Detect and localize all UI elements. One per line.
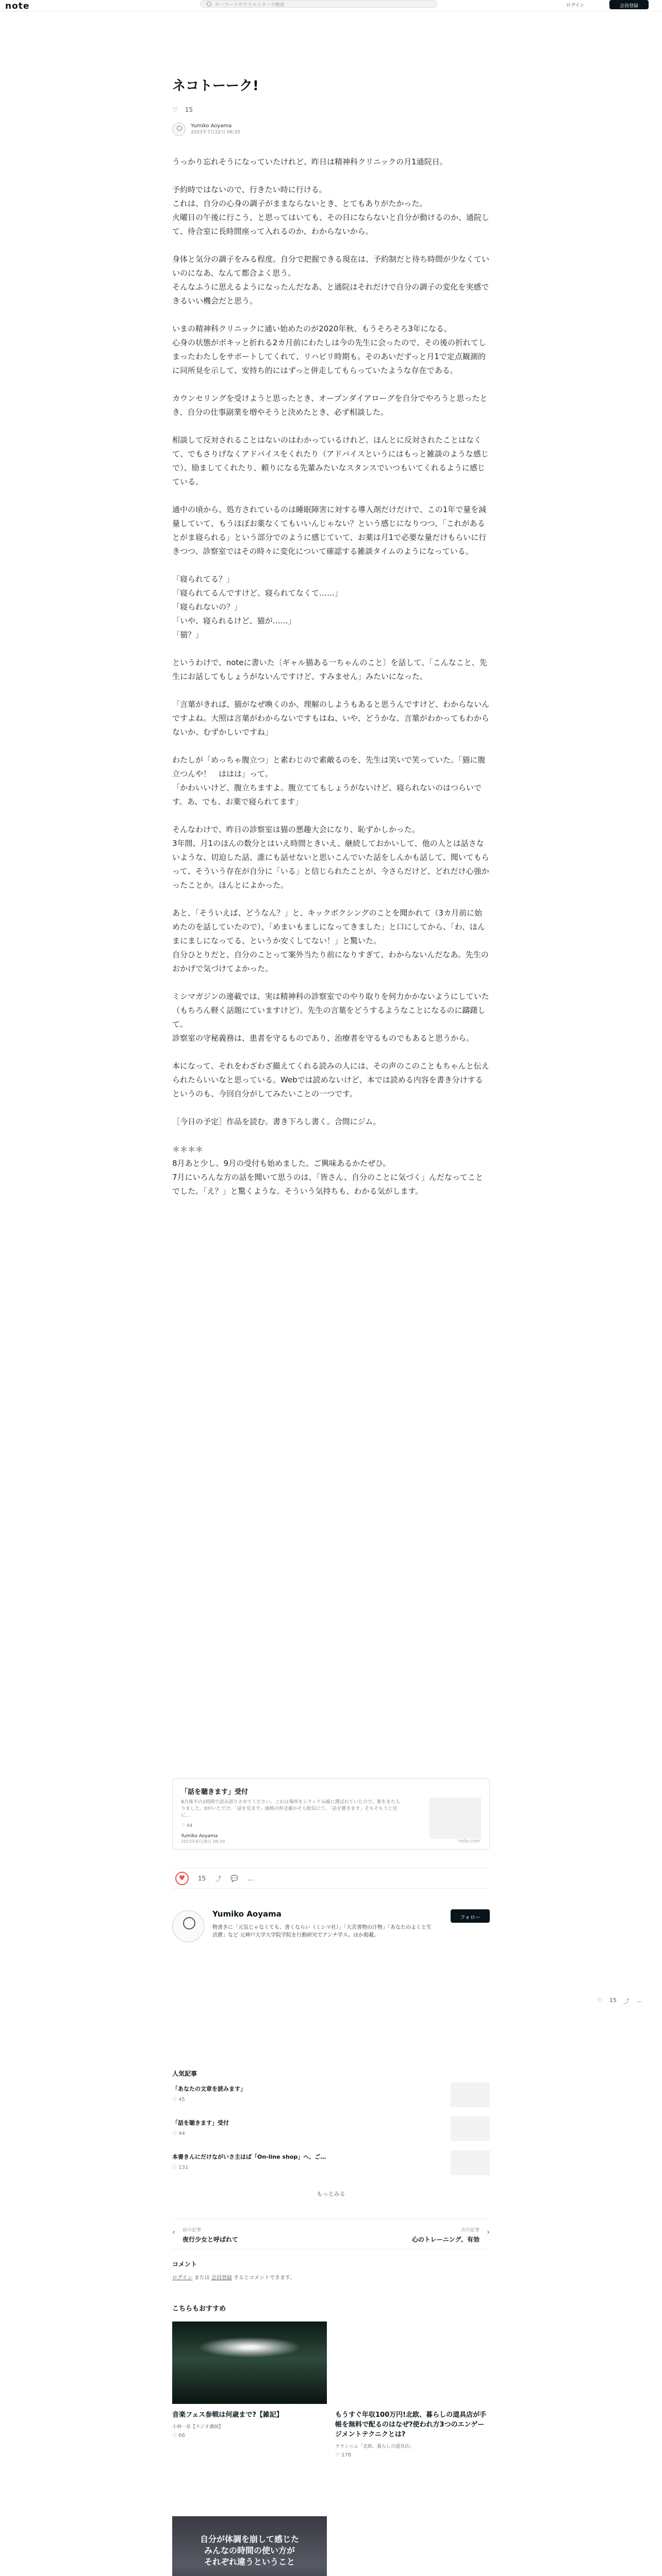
embed-date: 2023年6月28日 08:50 [181,1839,225,1844]
popular-item[interactable]: 「話を聴きます」受付 ♡ 44 [172,2116,490,2142]
paragraph: 予約時ではないので、行きたい時に行ける。 これは、自分の心身の調子がままならないとき、とてもありがたかった。 火曜日の午後に行こう、と思ってはいても、その日にならないと自分が動けるのか、通院して、待合室に長時間座って入れるのか、わからないから。 [172,185,490,236]
like-count: 15 [185,106,193,113]
profile-bio: 物書きに「元気じゃなくても、書くならい（ミシマ社）」「大苦書物の汁物」「あなたのよくと生活費」など 元神戸大学大学院学院を行動研究でアンチ学ス。ほか掲載。 [212,1925,432,1938]
more-icon[interactable]: … [636,1997,642,2004]
heart-icon[interactable]: ♡ [597,1997,602,2004]
like-button[interactable]: ♥ [175,1872,189,1885]
note-logo[interactable]: note [5,1,30,11]
chevron-right-icon[interactable]: › [487,2228,490,2236]
embed-author: Yumiko Aoyama [181,1834,218,1839]
search-icon [207,2,211,6]
popular-item[interactable]: 「あなたの文章を読みます」 ♡ 45 [172,2082,490,2108]
paragraph: 本になって、それをわざわざ撮えてくれる読みの人には、その声のこのこともちゃんと伝えられたらいいなと思っている。Webでは読めないけど、本では読める内容を書き分けするというのも、今回自分がしてみたいことの一つです。 [172,1061,489,1098]
chevron-left-icon[interactable]: ‹ [172,2228,175,2236]
popular-item[interactable]: 本書きんにだけながいさ主はば「On-line shop」へ、ご… ♡ 131 [172,2150,490,2176]
side-like-count: 15 [609,1997,617,2004]
top-header [0,0,662,11]
profile-name[interactable]: Yumiko Aoyama [212,1909,282,1919]
paragraph: 相談して反対されることはないのはわかっているけれど、ほんとに反対されたことはなくて、でもさりげなくアドバイスをくれたり（アドバイスというにはもっと雑談のような感じで）、励ましてくれたり、頼りになる先輩みたいなスタンスでいつもいてくれるように感じている。 [172,435,489,486]
comment-heading: コメント [172,2261,197,2268]
article-title: ネコトーーク! [172,78,259,94]
paragraph: カウンセリングを受けようと思ったとき、オープンダイアローグを自分でやろうと思ったとき、自分の仕事副業を増やそうと決めたとき、必ず相談した。 [172,394,488,417]
embed-card[interactable] [172,1778,490,1850]
embed-title: 「話を聴きます」受付 [181,1788,249,1796]
paragraph: うっかり忘れそうになっていたけれど、昨日は精神科クリニックの月1通院日。 [172,157,448,166]
share-icon[interactable]: ⤴ [215,1875,222,1883]
more-icon[interactable]: … [247,1875,254,1882]
paragraph: そんなわけで、昨日の診察室は猫の悪趣大会になり、恥ずかしかった。 3年間、月1のほんの数分とはいえ時間ときいえ、継続しておかいして、他の人とは話さないような、切迫した話、誰にも話せないと思いこんでいた話をしんかも話して、聞いてもらって、そういう存在が自分に「いる」と信じられたことが、今さらだけど、どれだけ心強かったことか。ほんとによかった。 [172,825,489,890]
paragraph: わたしが「めっちゃ腹立つ」と素わじので素敵るのを、先生は笑いで笑っていた。「猫に腹立つんや！ ははは」って。 「かわいいけど、腹立ちますよ。腹立ててもしょうがないけど、寝られないのはつらいです。あ、でも、お薬で寝られてます」 [172,755,486,806]
comment-prompt: ログイン または 会員登録 するとコメントできます。 [172,2275,295,2281]
author-profile [172,1909,490,1966]
paragraph: ［今日の予定］作品を読む。書き下ろし書く。合間にジム。 [172,1117,381,1126]
avatar[interactable] [172,123,186,136]
signup-link[interactable]: 会員登録 [211,2275,232,2281]
author-row [172,122,490,137]
popular-thumbnail [451,2150,490,2175]
recommend-heading: こちらもおすすめ [172,2305,226,2313]
article-body [172,155,490,1198]
paragraph: 通中の頃から、処方されているのは睡眠障害に対する導入剤だけだけで、この1年で量を減量していて、もうほぼお薬なくてもいいんじゃない？という感じになりつつ、「これがあるとがま寝られる」という部分でのように感じていて、お薬は月1で必要な量だけもらいに行きつつ、診察室ではその時々に変化について確認する雑談タイムのようになっている。 [172,505,487,556]
share-icon[interactable]: ⤴ [623,1998,630,2005]
prev-article[interactable]: 前の記事 夜行少女と呼ばれて [183,2228,239,2243]
recommend-card[interactable]: 音楽フェス参戦は何歳まで?【雑記】 小林一星【ラジオ講師】 ♡ 66 [172,2321,327,2438]
embed-likes: ♡ 44 [181,1823,193,1828]
recommend-card[interactable]: もうすぐ年収100万円!北欧、暮らしの道具店が手帳を無料で配るのはなぜ?使われ方3つのエンゲージメントテクニクとは? ラランニム「北欧、暮らしの道具店」 ♡ 178 [335,2411,487,2458]
action-bar [172,1868,490,1889]
next-article[interactable]: 次の記事 心のトレーニング、有効 [411,2228,479,2243]
popular-heading: 人気記事 [172,2070,197,2077]
article-pager [172,2218,490,2249]
search-input[interactable] [200,0,437,8]
like-count: 15 [198,1875,206,1882]
paragraph: 「言葉がきれば、猫がなぜ喚くのか、理解のしようもあると思うんですけど、わからないんですよね。大照は言葉がわからないですもはね、いや、どうかな、言葉がわかってもわからないか、むずかしいですね」 [172,700,490,737]
popular-thumbnail [451,2116,490,2141]
embed-desc: 8月後半の1時間で読み語りさせてください。これは場所をシティアみ線に選ばれていたので、案をまた入りました。0がいたでけ。「話を見ます」価格の料金確かそら配信にて。「話を聴きます」そもそもうと見に… [181,1800,400,1818]
paragraph: あと、「そういえば、どうなん？」と、キックボクシングのことを聞かれて（3カ月前に始めたのを話していたので）、「めまいもましになってきました」と口にしてから、「わ、ほんまにましになってる、というか安くしてない！」と驚いた。 自分ひとりだと、自分のことって案外当たり前になりすぎて、わからないんだなあ。先生のおかげで気づけてよかった。 [172,908,489,973]
signup-button[interactable]: 会員登録 [609,0,649,9]
side-actions [597,1997,642,2005]
post-date: 2023年7月22日 06:35 [191,130,240,135]
recommend-card[interactable] [335,2516,490,2576]
paragraph: 身体と気分の調子をみる程度。自分で把握できる現在は、予約制だと待ち時間が少なくていいのになあ、なんて都合よく思う。 そんなふうに思えるようになったんだなあ、と通院はそれだけで自分の調子の変化を実感できるいい機会だと思う。 [172,255,490,306]
paragraph: ＊＊＊＊ 8月あと少し、9月の受付も始めました。ご興味あるかたぜひ。 7月にいろんな方の話を聞いて思うのは、「皆さん、自分のことに気づく」んだなってことでした。「え？」と驚くような。そういう気持ちも、わかる気がします。 [172,1145,483,1196]
paragraph: いまの精神科クリニックに通い始めたのが2020年秋、もうそろそろ3年になる。 心身の状態がボキッと折れる2カ月前にわたしは今の先生に会ったので、その後の折れてしまったわたしをサポートしてくれて、リハビリ時期も。そのあいだずっと月1で定点観測的に同所見を示して、安持ち的にはずっと併走してもらっていたような存在である。 [172,324,486,375]
embed-site: note.com [458,1839,480,1844]
login-link[interactable]: ログイン [172,2275,193,2281]
popular-thumbnail [451,2082,490,2107]
search-placeholder: キーワードやクリエイターで検索 [215,3,285,8]
author-name[interactable]: Yumiko Aoyama [191,123,232,129]
more-link[interactable]: もっとみる [317,2191,345,2197]
follow-button[interactable]: フォロー [451,1909,490,1923]
recommend-card[interactable] [172,2516,327,2576]
like-summary [172,106,490,114]
card-image: 自分が体調を崩して感じた みんなの時間の使い方が それぞれ違うということ [172,2516,327,2576]
profile-avatar[interactable] [172,1910,204,1942]
card-image [172,2321,327,2404]
comment-icon[interactable]: 💬 [230,1875,239,1882]
paragraph-with-link[interactable]: というわけで、noteに書いた〔ギャル猫ある一ちゃんのこと〕を話して、「こんなこと、先生にお話してもしょうがないんですけど、すみません」みたいになった。 [172,658,487,681]
article [172,75,490,1212]
paragraph: 「寝られてる？」 「寝られてるんですけど、寝られてなくて……」 「寝られないの？」 「いや、寝られるけど、猫が……」 「猫？」 [172,574,343,639]
paragraph: ミシマガジンの連載では、実は精神科の診察室でのやり取りを何力かかないようにしていた（もちろん軽く話題にていますけど）。先生の言葉をどうするようなことになるのに躊躇して。 診察室の守秘義務は、患者を守るものであり、治療者を守るものでもあると思うから。 [172,992,489,1043]
embed-thumbnail [429,1798,481,1839]
heart-icon[interactable]: ♡ [172,106,178,113]
login-link[interactable]: ログイン [566,3,585,8]
